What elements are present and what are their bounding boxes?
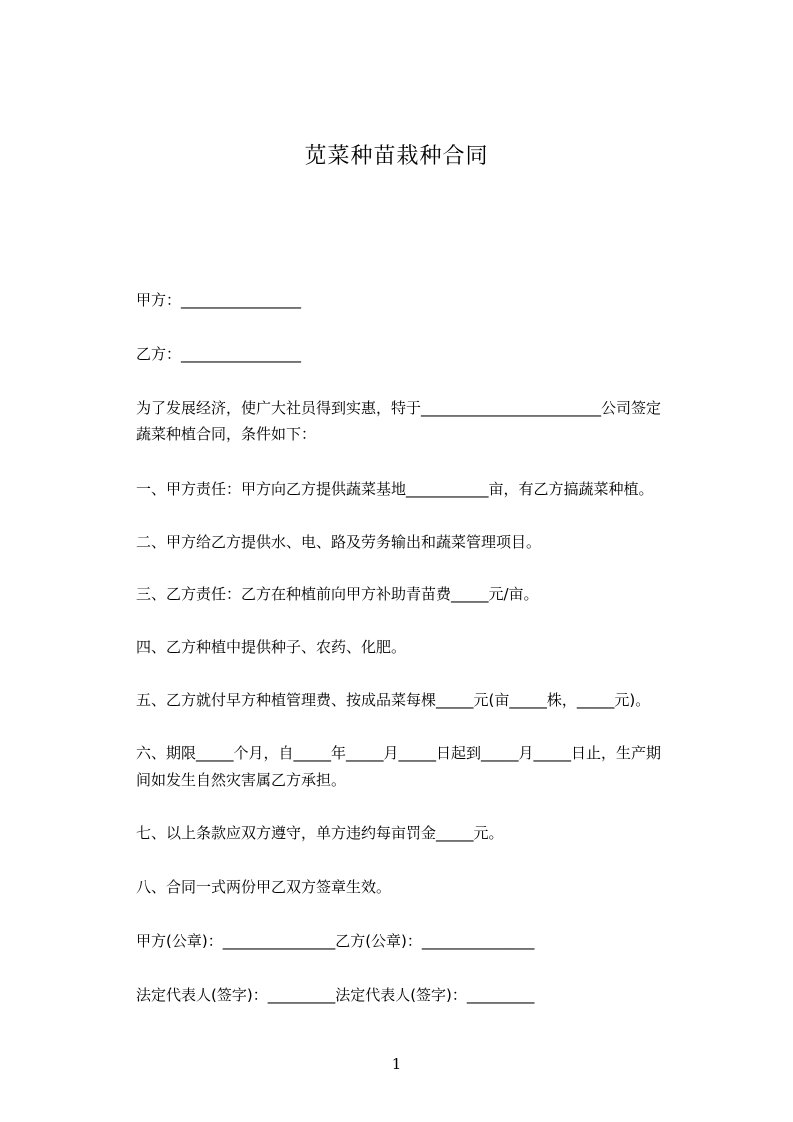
clause-3: 三、乙方责任：乙方在种植前向甲方补助青苗费_____元/亩。 [136,585,539,603]
clause-8: 八、合同一式两份甲乙双方签章生效。 [136,878,392,896]
clause-1: 一、甲方责任：甲方向乙方提供蔬菜基地___________亩，有乙方搞蔬菜种植。 [136,480,654,498]
intro-paragraph-line-2: 蔬菜种植合同，条件如下： [136,425,317,443]
intro-paragraph-line-1: 为了发展经济，使广大社员得到实惠，特于________________________公司签定 [136,399,662,417]
party-a-line: 甲方：________________ [136,291,302,309]
seal-line: 甲方(公章)：_______________乙方(公章)：_______________ [136,932,535,950]
clause-5: 五、乙方就付早方种植管理费、按成品菜每棵_____元(亩_____株，_____元)。 [136,691,651,709]
clause-6-line-1: 六、期限_____个月，自_____年_____月_____日起到_____月_____日止，生产期 [136,744,662,762]
party-b-line: 乙方：________________ [136,345,302,363]
clause-6-line-2: 间如发生自然灾害属乙方承担。 [136,771,347,789]
clause-4: 四、乙方种植中提供种子、农药、化肥。 [136,638,407,656]
document-title: 苋菜种苗栽种合同 [304,144,489,169]
clause-7: 七、以上条款应双方遵守，单方违约每亩罚金_____元。 [136,824,504,842]
signature-line: 法定代表人(签字)：_________法定代表人(签字)：_________ [136,986,535,1004]
clause-2: 二、甲方给乙方提供水、电、路及劳务输出和蔬菜管理项目。 [136,533,542,551]
page-number: 1 [391,1055,402,1073]
